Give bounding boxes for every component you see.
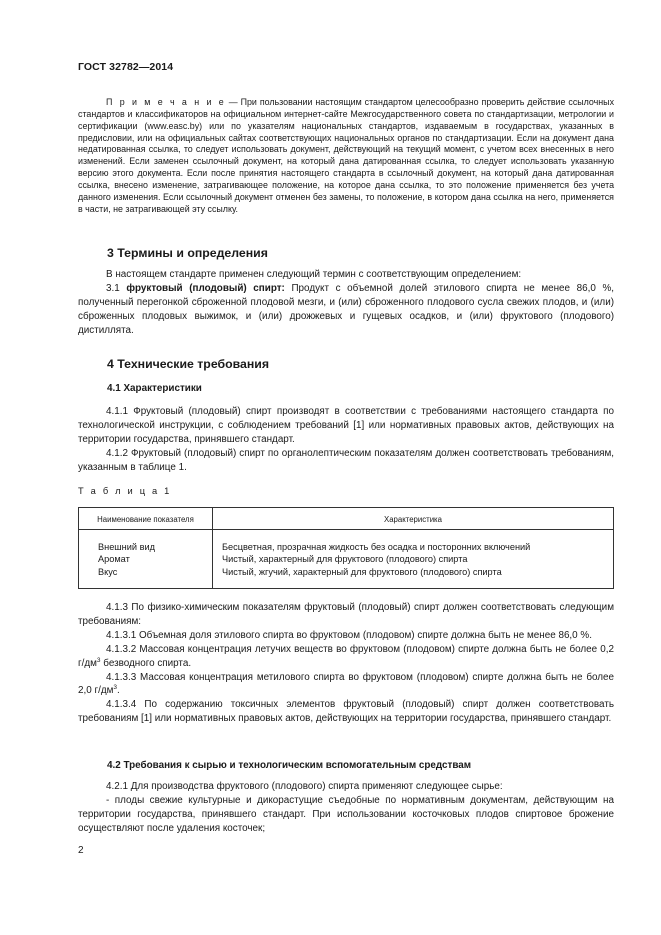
term-number: 3.1 — [106, 282, 127, 294]
section-3-body — [78, 268, 614, 338]
section-3-heading: 3 Термины и определения — [107, 246, 268, 260]
superscript: 3 — [96, 656, 101, 664]
subsection-4-1-heading: 4.1 Характеристики — [107, 383, 202, 394]
table-cell-characteristic: Бесцветная, прозрачная жидкость без осадка и посторонних включений — [222, 542, 531, 552]
note-text: — При пользовании настоящим стандартом целесообразно проверить действие ссылочных стандартов и классификаторов на официальном интернет-сайте Межгосударственного совета по стандартизации, метрологии и сертификации (www.easc.by) или по указателям национальных стандартов, издаваемым в государствах, указанных в предисловии, или на официальных сайтах соответствующих национальных органов по стандартизации. Если на документ дана недатированная ссылка, то следует использовать документ, действующий на текущий момент, с учетом всех внесенных в него изменений. Если заменен ссылочный документ, на который дана датированная ссылка, то следует использовать указанную версию этого документа. Если после принятия настоящего стандарта в ссылочный документ, на который дана датированная ссылка, внесено изменение, затрагивающее положение, на которое дана ссылка, то это положение применяется без учета данного изменения. Если ссылочный документ отменен без замены, то положение, в котором дана ссылка на него, применяется в части, не затрагивающей эту ссылку. — [78, 97, 615, 214]
table-column-divider — [212, 508, 213, 588]
table-cell-indicator: Аромат — [98, 554, 130, 565]
paragraph-4-1-2: 4.1.2 Фруктовый (плодовый) спирт по органолептическим показателям должен соответствовать требованиям, указанным в таблице 1. — [78, 447, 614, 473]
paragraph-4-1-3-1: 4.1.3.1 Объемная доля этилового спирта во фруктовом (плодовом) спирте должна быть не менее 86,0 %. — [106, 629, 592, 641]
section-3-intro: В настоящем стандарте применен следующий термин с соответствующим определением: — [106, 269, 522, 280]
paragraph-4-1-3-3 — [78, 671, 614, 699]
note-paragraph — [78, 97, 614, 215]
table-header-indicator: Наименование показателя — [97, 515, 194, 524]
table-header-characteristic: Характеристика — [384, 515, 442, 524]
section-4-1-body — [78, 405, 614, 475]
section-4-heading: 4 Технические требования — [107, 357, 269, 371]
table-header-row — [79, 508, 613, 530]
section-4-1-3-body — [78, 601, 614, 726]
paragraph-4-1-3-3-tail: . — [117, 685, 120, 697]
table-cell-indicator: Внешний вид — [98, 542, 155, 552]
subsection-4-2-heading: 4.2 Требования к сырью и технологическим вспомогательным средствам — [107, 760, 472, 771]
note-label: П р и м е ч а н и е — [106, 97, 226, 107]
term-definition — [78, 282, 614, 338]
document-code-header: ГОСТ 32782—2014 — [78, 61, 174, 73]
paragraph-4-1-3-2-text: 4.1.3.2 Массовая концентрация летучих веществ во фруктовом (плодовом) спирте должна быть не более 0,2 г/дм — [78, 643, 614, 669]
term-definition-text: Продукт с объемной долей этилового спирта не менее 86,0 %, полученный перегонкой сброженной плодовой мезги, и (или) сброженного плодового сусла свежих плодов, и (или) сброженных плодовых выжимок, и (или) дрожжевых и гущевых осадков, и (или) фруктового (плодового) дистиллята. — [78, 282, 614, 336]
organoleptic-table — [78, 507, 614, 589]
table-cell-indicator: Вкус — [98, 566, 118, 577]
table-cell-characteristic: Чистый, характерный для фруктового (плодового) спирта — [222, 554, 468, 565]
paragraph-4-1-3-2 — [78, 643, 614, 671]
term-name: фруктовый (плодовый) спирт: — [126, 282, 285, 294]
page-number: 2 — [78, 845, 84, 856]
paragraph-4-1-3-4: 4.1.3.4 По содержанию токсичных элементов фруктовый (плодовый) спирт должен соответствовать требованиям [1] или нормативных правовых актов, действующих на территории государства, принявшего стандарт. — [78, 699, 614, 725]
paragraph-4-1-3-2-tail: безводного спирта. — [100, 657, 192, 669]
paragraph-4-1-3: 4.1.3 По физико-химическим показателям фруктовый (плодовый) спирт должен соответствовать следующим требованиям: — [78, 602, 614, 627]
superscript: 3 — [113, 684, 117, 692]
paragraph-4-1-1: 4.1.1 Фруктовый (плодовый) спирт производят в соответствии с требованиями настоящего стандарта по технологической инструкции, с соблюдением требований [1] или нормативных правовых актов, действующих на территории государства, принявшего стандарт. — [78, 406, 614, 445]
section-4-2-body — [78, 780, 614, 836]
table-characteristic-column — [222, 541, 530, 578]
paragraph-4-2-1: 4.2.1 Для производства фруктового (плодового) спирта применяют следующее сырье: — [106, 781, 503, 792]
table-caption: Т а б л и ц а 1 — [78, 486, 172, 496]
paragraph-4-1-3-3-text: 4.1.3.3 Массовая концентрация метилового спирта во фруктовом (плодовом) спирте должна быть не более 2,0 г/дм — [78, 671, 614, 697]
table-indicator-column — [98, 541, 155, 578]
list-item: - плоды свежие культурные и дикорастущие съедобные по нормативным документам, действующим на территории государства, принявшего стандарт. При использовании косточковых плодов спиртовое брожение осуществляют после удаления косточек; — [78, 794, 614, 834]
table-cell-characteristic: Чистый, жгучий, характерный для фруктового (плодового) спирта — [222, 566, 502, 577]
